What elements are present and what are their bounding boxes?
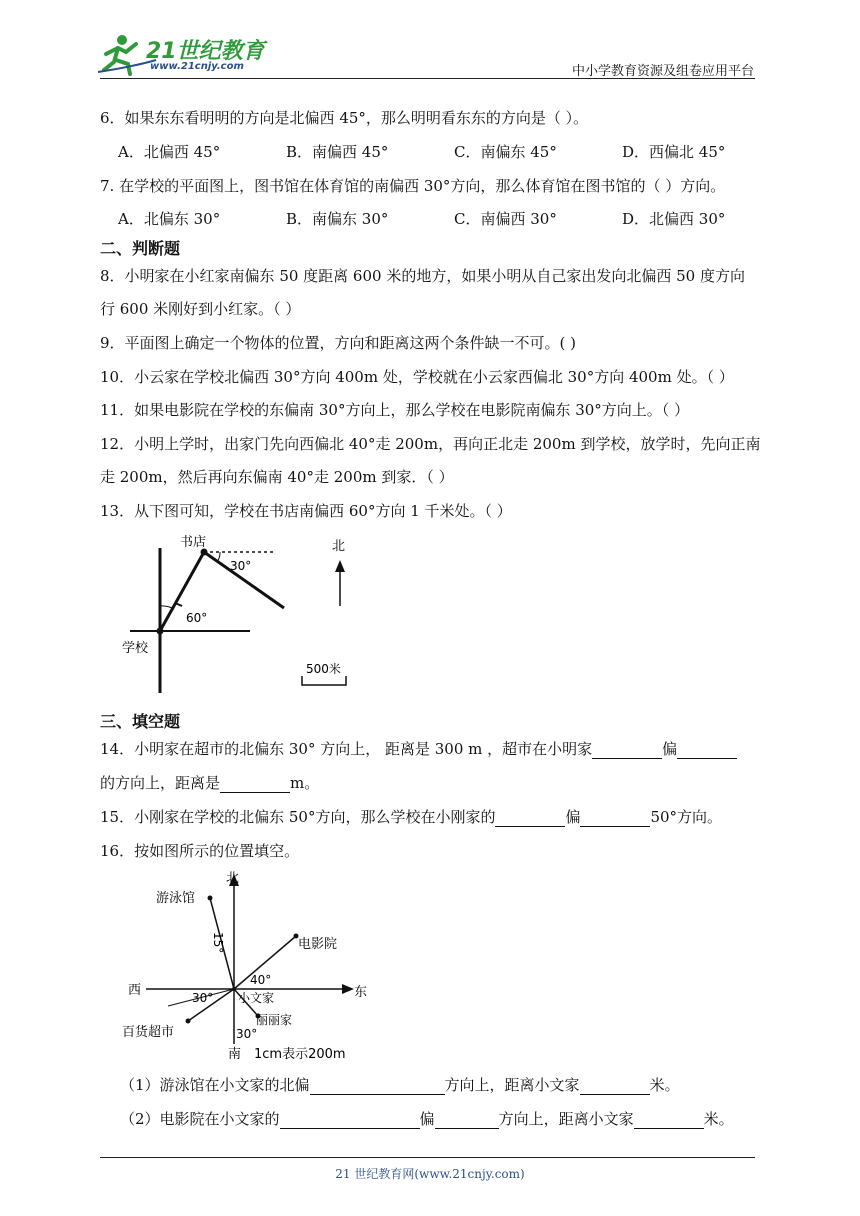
fig13-scale-bar (302, 676, 346, 685)
fig16-lili-label: 丽丽家 (256, 1013, 293, 1027)
fig16-angle-40: 40° (250, 973, 272, 987)
q16-1-text-1: （1）游泳馆在小文家的北偏 (120, 1076, 310, 1094)
fig16-market-label: 百货超市 (122, 1025, 175, 1040)
fig16-cinema-label: 电影院 (298, 937, 338, 952)
question-9: 9．平面图上确定一个物体的位置，方向和距离这两个条件缺一不可。( ) (100, 334, 577, 352)
question-10: 10．小云家在学校北偏西 30°方向 400m 处，学校就在小云家西偏北 30°方向 400m 处。（ ） (100, 368, 734, 386)
q15-text-3: 50°方向。 (650, 808, 723, 826)
question-16-2 (120, 1108, 734, 1129)
q14-text-4: m。 (290, 774, 320, 792)
question-14-line1 (100, 738, 737, 759)
q16-1-text-2: 方向上，距离小文家 (444, 1076, 580, 1094)
q15-text-1: 15．小刚家在学校的北偏东 50°方向，那么学校在小刚家的 (100, 808, 496, 826)
fig16-east-label: 东 (354, 985, 368, 1000)
q16-2-blank-2[interactable] (435, 1112, 499, 1129)
question-8-line1: 8．小明家在小红家南偏东 50 度距离 600 米的地方，如果小明从自己家出发向北偏西 50 度方向 (100, 267, 745, 285)
fig16-south-label: 南 (228, 1047, 242, 1062)
q14-blank-2[interactable] (677, 742, 737, 759)
question-8-line2: 行 600 米刚好到小红家。（ ） (100, 300, 301, 318)
question-12-line2: 走 200m，然后再向东偏南 40°走 200m 到家．（ ） (100, 468, 454, 486)
logo-url: www.21cnjy.com (150, 61, 244, 72)
fig16-scale-label: 1cm表示200m (254, 1047, 346, 1062)
fig13-school-label: 学校 (122, 641, 149, 656)
q15-text-2: 偏 (565, 808, 581, 826)
section-title-fill: 三、填空题 (100, 712, 181, 731)
q16-2-text-4: 米。 (703, 1110, 734, 1128)
fig16-west-label: 西 (128, 983, 142, 998)
question-16: 16．按如图所示的位置填空。 (100, 842, 300, 860)
q14-text-1: 14．小明家在超市的北偏东 30° 方向上， 距离是 300 m ，超市在小明家 (100, 740, 593, 758)
q16-1-blank-2[interactable] (580, 1078, 650, 1095)
q16-2-text-1: （2）电影院在小文家的 (120, 1110, 280, 1128)
question-12-line1: 12．小明上学时，出家门先向西偏北 40°走 200m，再向正北走 200m 到学校，放学时，先向正南 (100, 435, 761, 453)
q14-blank-3[interactable] (220, 776, 290, 793)
fig16-angle-30-south: 30° (236, 1027, 258, 1041)
q14-blank-1[interactable] (592, 742, 662, 759)
question-16-1 (120, 1074, 680, 1095)
fig13-bookstore-label: 书店 (180, 535, 207, 550)
q7-option-a: A．北偏东 30° (118, 210, 221, 228)
fig16-pool-label: 游泳馆 (156, 891, 196, 906)
footer-rule (100, 1157, 755, 1158)
question-11: 11．如果电影院在学校的东偏南 30°方向上，那么学校在电影院南偏东 30°方向上。（ ） (100, 401, 690, 419)
question-7: 7. 在学校的平面图上，图书馆在体育馆的南偏西 30°方向，那么体育馆在图书馆的（ ）方向。 (100, 177, 726, 195)
header-rule (100, 78, 755, 79)
question-13: 13．从下图可知，学校在书店南偏西 60°方向 1 千米处。（ ） (100, 502, 512, 520)
section-title-judgement: 二、判断题 (100, 239, 181, 258)
logo (96, 30, 266, 76)
logo-title: 21世纪教育 (146, 39, 265, 64)
footer-text: 21 世纪教育网(www.21cnjy.com) (335, 1167, 525, 1181)
question-6: 6．如果东东看明明的方向是北偏西 45°，那么明明看东东的方向是（ ）。 (100, 109, 589, 127)
q7-option-b: B．南偏东 30° (286, 210, 389, 228)
q6-option-a: A．北偏西 45° (118, 143, 221, 161)
fig13-north-label: 北 (332, 539, 346, 554)
q15-blank-1[interactable] (495, 810, 565, 827)
fig13-school-dot (157, 628, 164, 635)
q14-text-2: 偏 (662, 740, 678, 758)
figure-16-map (118, 866, 378, 1062)
q16-1-text-3: 米。 (649, 1076, 680, 1094)
fig13-angle-60-label: 60° (186, 611, 208, 625)
fig13-scale-label: 500米 (306, 662, 341, 676)
q16-2-text-3: 方向上，距离小文家 (498, 1110, 634, 1128)
q7-option-d: D．北偏西 30° (622, 210, 726, 228)
q16-2-blank-1[interactable] (280, 1112, 420, 1129)
q14-text-3: 的方向上，距离是 (100, 774, 221, 792)
platform-label: 中小学教育资源及组卷应用平台 (571, 64, 754, 79)
fig16-angle-15: 15° (211, 932, 225, 954)
fig16-home-label: 小文家 (238, 991, 275, 1005)
q16-2-blank-3[interactable] (634, 1112, 704, 1129)
question-15 (100, 806, 722, 827)
q16-2-text-2: 偏 (419, 1110, 435, 1128)
fig16-angle-30-west: 30° (192, 991, 214, 1005)
figure-13-map (120, 528, 370, 693)
q6-option-d: D．西偏北 45° (622, 143, 726, 161)
q16-1-blank-1[interactable] (310, 1078, 445, 1095)
q7-option-c: C．南偏西 30° (454, 210, 557, 228)
q15-blank-2[interactable] (580, 810, 650, 827)
fig16-north-label: 北 (226, 871, 240, 886)
fig13-angle-30-label: 30° (230, 559, 252, 573)
question-14-line2 (100, 772, 319, 793)
q6-option-c: C．南偏东 45° (454, 143, 557, 161)
q6-option-b: B．南偏西 45° (286, 143, 389, 161)
